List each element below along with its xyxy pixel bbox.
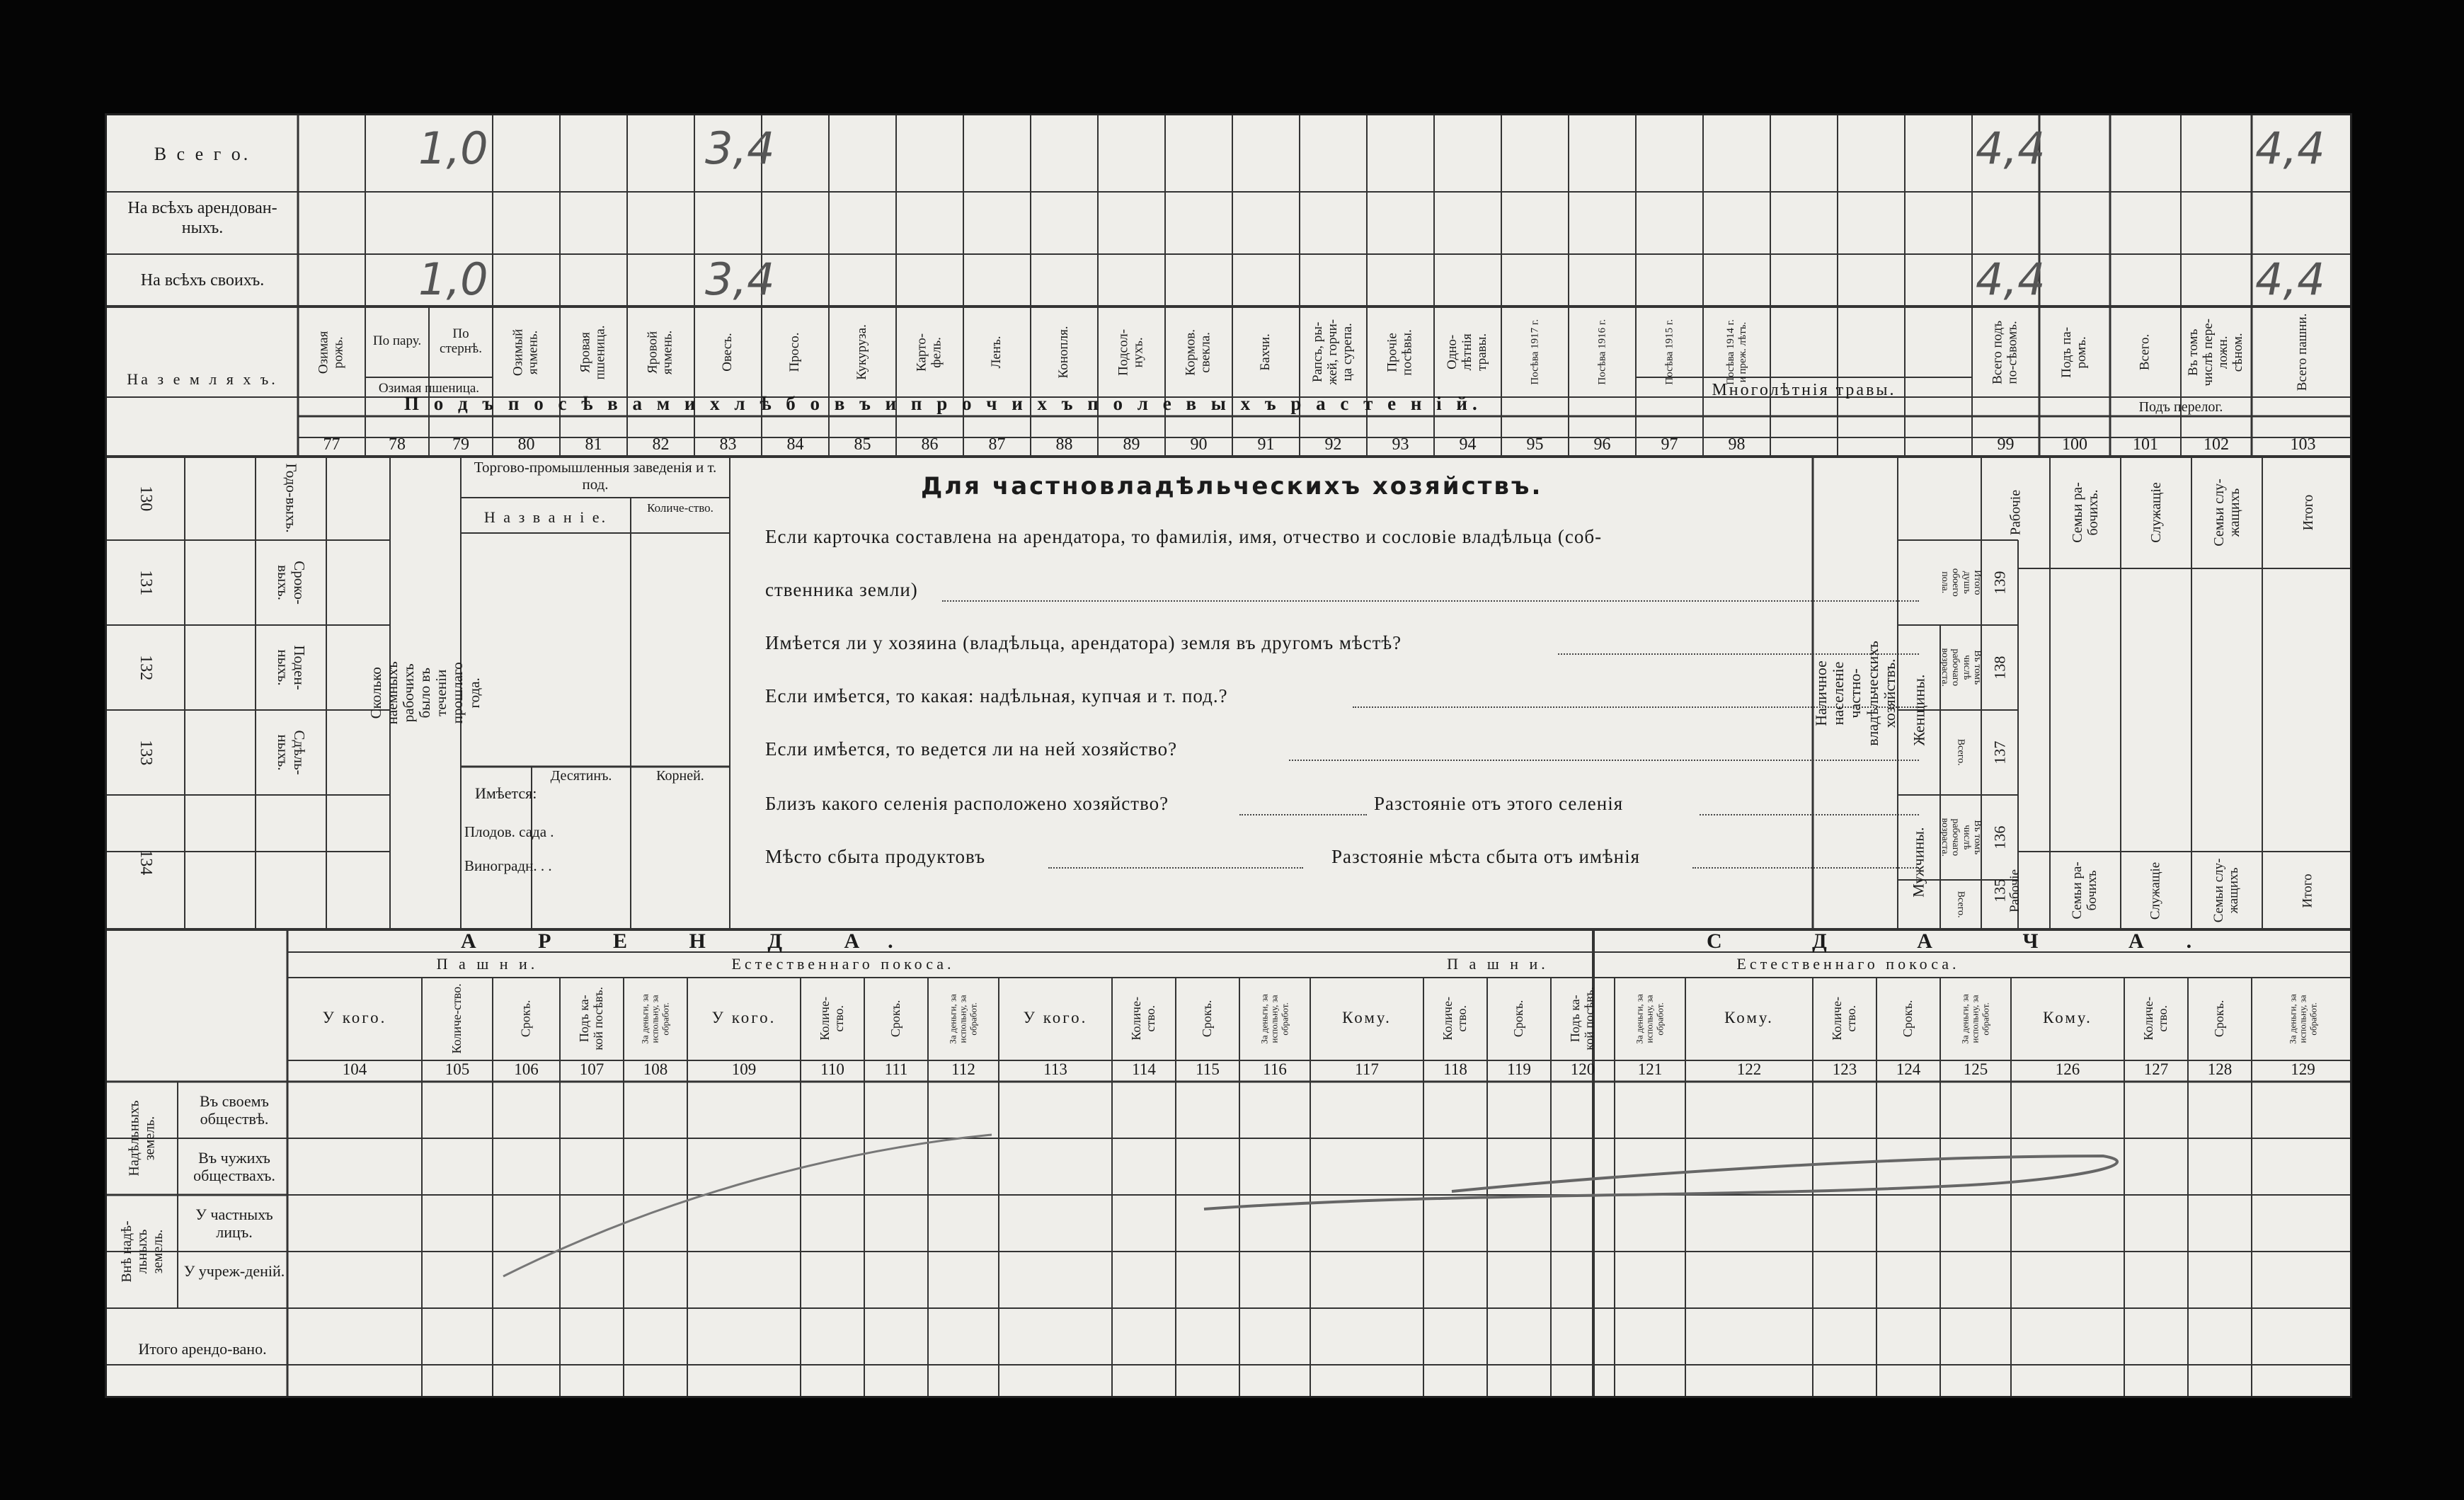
crop-header: Подсол-нухъ. [1116,328,1146,376]
crop-header: Всего подъ по-сѣвомъ. [1990,320,2020,384]
column-number: 77 [323,435,340,454]
question-market-distance: Разстояніе мѣста сбыта отъ имѣнія [1331,846,1641,867]
population-label: Наличное населеніе частно-владѣльческихъ хозяйствъ. [1811,640,1898,746]
handwritten-value: 4,4 [2255,253,2325,305]
population-sub-label: Въ томъ числѣ рабочаго возраста. [1939,818,1983,857]
column-number: 125 [1963,1060,1988,1078]
question-land-type: Если имѣется, то какая: надѣльная, купчая и т. под.? [765,685,1228,706]
column-number: 129 [2291,1060,2315,1078]
column-header: Срокъ. [518,1000,533,1038]
worker-type-label: Годо-выхъ. [282,463,300,534]
column-number: 83 [719,435,737,454]
population-col-number: 137 [1990,740,2008,765]
crop-header: Ленъ. [989,336,1004,369]
column-header: Количе-ство. [449,983,464,1054]
right-col-footer: Служащіе [2148,861,2163,920]
column-number: 114 [1132,1060,1156,1078]
column-header: Кому. [1342,1009,1392,1026]
arenda-banner: А Р Е Н Д А. [461,929,922,953]
answer-line[interactable] [942,600,1919,602]
section-subheader: П а ш н и. [436,955,539,973]
right-col-header: Рабочіе [2007,489,2024,536]
column-number: 96 [1593,435,1611,454]
column-number: 105 [445,1060,470,1078]
crops-banner: П о д ъ п о с ѣ в а м и х л ѣ б о в ъ и п р о ч и х ъ п о л е в ы х ъ р а с т е н і й. [404,393,1482,414]
column-number: 81 [585,435,602,454]
population-sub-label: Всего. [1955,891,1966,918]
row-label-rented: На всѣхъ арендован-ныхъ. [127,199,277,237]
column-number: 103 [2290,435,2316,454]
column-header: Срокъ. [1200,1000,1215,1038]
column-header: Количе-ство. [818,997,846,1041]
column-number: 107 [579,1060,604,1078]
column-header: За деньги, за испольну, за обработ. [1959,993,1991,1044]
fallow-label: Подъ перелог. [2138,399,2223,415]
vineyard-label: Виноградн. . . [464,857,552,874]
worker-type-label: Сдѣль-ныхъ. [275,730,309,775]
hired-workers-label: Сколько наемныхъ рабочихъ было въ теченіи прошлаго года. [367,661,483,725]
crop-header: По стернѣ. [440,326,482,356]
column-header: Срокъ. [1511,1000,1526,1038]
column-number: 126 [2055,1060,2080,1078]
column-header: За деньги, за испольну, за обработ. [1259,993,1290,1044]
right-col-header: Семьи ра-бочихъ. [2070,482,2101,543]
column-header: У кого. [1023,1009,1088,1026]
worker-row-number: 134 [137,849,156,875]
crop-header: Яровая пшеница. [578,325,608,379]
column-number: 110 [820,1060,844,1078]
column-number: 78 [389,435,406,454]
column-number: 101 [2133,435,2158,454]
column-number: 104 [342,1060,367,1078]
column-header: У кого. [711,1009,777,1026]
crop-header: Посѣва 1914 г. и преж. лѣтъ. [1725,319,1748,385]
crop-header: Всего пашни. [2295,313,2310,391]
column-number: 97 [1661,435,1678,454]
column-number: 82 [652,435,670,454]
handwritten-value: 1,0 [418,122,488,174]
right-col-header: Итого [2300,494,2316,531]
column-number: 99 [1997,435,2015,454]
crop-header: Кукуруза. [854,324,870,380]
column-header: Срокъ. [888,1000,903,1038]
column-number: 108 [643,1060,668,1078]
column-number: 116 [1263,1060,1287,1078]
population-sub-label: Въ томъ числѣ рабочаго возраста. [1939,648,1983,687]
trade-title: Торгово-промышленныя заведенія и т. под. [474,459,717,493]
column-number: 93 [1392,435,1409,454]
column-number: 118 [1443,1060,1467,1078]
crop-header: Посѣва 1915 г. [1663,319,1675,385]
crop-header: Прочіе посѣвы. [1385,328,1415,376]
column-number: 102 [2204,435,2229,454]
column-number: 94 [1459,435,1477,454]
row-total-rented: Итого арендо-вано. [138,1340,267,1358]
crop-header: Всего. [2137,333,2153,371]
right-col-footer: Рабочіе [2007,869,2023,912]
column-header: Количе-ство. [2141,997,2170,1041]
has-label: Имѣется: [475,784,537,802]
row-label-own: На всѣхъ своихъ. [140,271,265,290]
crop-header: Посѣва 1917 г. [1529,319,1541,385]
column-number: 119 [1507,1060,1531,1078]
worker-row-number: 131 [137,569,156,595]
column-header: Подъ ка-кой посѣвъ. [577,987,605,1050]
row-label-total: В с е г о. [154,144,251,164]
perennial-grasses-label: Многолѣтнія травы. [1712,381,1896,399]
column-number: 112 [951,1060,975,1078]
section-subheader: Естественнаго покоса. [1736,955,1960,973]
row-label-lands: На з е м л я х ъ. [127,370,278,388]
question-village: Близъ какого селенія расположено хозяйство? [765,793,1169,814]
column-header: За деньги, за испольну, за обработ. [947,993,979,1044]
column-number: 92 [1324,435,1342,454]
column-number: 100 [2062,435,2087,454]
column-number: 80 [517,435,535,454]
crop-header: По пару. [372,333,422,349]
question-farming: Если имѣется, то ведется ли на ней хозяйство? [765,738,1178,760]
question-other-land: Имѣется ли у хозяина (владѣльца, арендатора) земля въ другомъ мѣстѣ? [765,632,1402,653]
column-number: 84 [786,435,804,454]
column-number: 120 [1570,1060,1595,1078]
column-number: 115 [1196,1060,1220,1078]
column-number: 88 [1055,435,1073,454]
row-private-persons: У частныхъ лицъ. [195,1206,273,1242]
population-col-number: 139 [1990,571,2008,595]
crop-header: Яровой ячмень. [645,330,675,374]
column-number: 111 [884,1060,908,1078]
sex-label: Женщины. [1909,674,1927,746]
column-number: 98 [1728,435,1746,454]
crop-header: Посѣва 1916 г. [1596,319,1608,385]
worker-row-number: 132 [137,654,156,680]
column-number: 113 [1043,1060,1067,1078]
handwritten-value: 3,4 [705,122,775,174]
crop-header: Конопля. [1056,326,1072,379]
column-header: Количе-ство. [1830,997,1858,1041]
section-subheader: Естественнаго покоса. [731,955,955,973]
census-card [105,113,2352,1398]
column-number: 85 [854,435,871,454]
crop-header: Одно-лѣтнія травы. [1445,333,1489,371]
column-header: За деньги, за испольну, за обработ. [1634,993,1666,1044]
orchard-label: Плодов. сада . [464,823,554,840]
column-header: За деньги, за испольну, за обработ. [2287,993,2318,1044]
population-sub-label: Итого душъ обоего пола. [1939,568,1983,597]
crop-header: Просо. [787,332,803,372]
row-other-societies: Въ чужихъ обществахъ. [193,1149,275,1185]
private-farms-title: Для частновладѣльческихъ хозяйствъ. [921,472,1543,500]
column-number: 109 [731,1060,757,1078]
population-col-number: 136 [1990,825,2008,849]
korney-header: Корней. [656,768,704,784]
column-header: Количе-ство. [1440,997,1469,1041]
right-col-footer: Семьи ра-бочихъ [2070,861,2099,920]
worker-type-label: Сроко-выхъ. [275,561,309,605]
column-header: За деньги, за испольну, за обработ. [639,993,671,1044]
column-number: 87 [988,435,1006,454]
column-number: 91 [1257,435,1275,454]
worker-row-number: 130 [137,485,156,511]
right-col-footer: Семьи слу-жащихъ [2211,858,2241,923]
column-number: 106 [514,1060,539,1078]
worker-type-label: Поден-ныхъ. [275,645,309,690]
column-number: 79 [452,435,469,454]
handwritten-value: 3,4 [705,253,775,305]
row-institutions: У учреж-деній. [183,1262,285,1280]
crop-header: Карто-фель. [914,333,944,372]
section-subheader: П а ш н и. [1447,955,1549,973]
handwritten-value: 1,0 [418,253,488,305]
column-header: Количе-ство. [1129,997,1157,1041]
column-header: У кого. [322,1009,387,1026]
sex-label: Мужчины. [1909,827,1927,898]
population-col-number: 138 [1990,655,2008,680]
column-header: Срокъ. [1901,1000,1915,1038]
worker-row-number: 133 [137,739,156,765]
allotment-group-label: Надѣльныхъ земель. [127,1100,158,1176]
column-number: 124 [1896,1060,1921,1078]
question-owner-cont: ственника земли) [765,579,918,600]
crop-header: Овесъ. [720,333,735,372]
desyatin-header: Десятинъ. [550,768,612,784]
column-number: 117 [1355,1060,1379,1078]
column-number: 122 [1736,1060,1762,1078]
column-header: Кому. [1724,1009,1774,1026]
column-header: Подъ ка-кой посѣвъ. [1568,987,1596,1050]
column-header: Кому. [2043,1009,2092,1026]
column-header: Срокъ. [2212,1000,2227,1038]
answer-line[interactable] [1048,867,1303,869]
handwritten-value: 4,4 [2255,122,2325,174]
crop-header: Кормов. свекла. [1183,328,1213,376]
winter-wheat-label: Озимая пшеница. [378,381,480,396]
column-number: 123 [1832,1060,1857,1078]
column-number: 128 [2207,1060,2233,1078]
question-village-distance: Разстояніе отъ этого селенія [1374,793,1624,814]
column-number: 89 [1123,435,1140,454]
row-own-society: Въ своемъ обществѣ. [200,1092,269,1128]
trade-name-header: Н а з в а н і е. [483,508,608,526]
question-market: Мѣсто сбыта продуктовъ [765,846,986,867]
question-owner: Если карточка составлена на арендатора, то фамилія, имя, отчество и сословіе владѣльца (соб- [765,526,1603,547]
population-sub-label: Всего. [1955,739,1966,766]
non-allotment-group-label: Внѣ надѣ-льныхъ земель. [119,1220,166,1283]
handwritten-value: 4,4 [1976,122,2046,174]
crop-header: Подъ па-ромъ. [2059,326,2089,378]
right-col-header: Семьи слу-жащихъ [2211,479,2242,546]
crop-header: Въ томъ числѣ пере-ложн. сѣном. [2186,318,2245,387]
column-number: 86 [921,435,939,454]
right-col-header: Служащіе [2148,482,2164,543]
population-col-number: 135 [1990,878,2008,903]
handwritten-value: 4,4 [1976,253,2046,305]
right-col-footer: Итого [2300,873,2315,908]
column-number: 95 [1526,435,1544,454]
column-number: 121 [1637,1060,1663,1078]
sdacha-banner: С Д А Ч А. [1707,929,2235,953]
crop-header: Бахчи. [1258,333,1273,371]
trade-qty-header: Количе-ство. [647,501,714,515]
column-number: 90 [1190,435,1208,454]
answer-line[interactable] [1239,814,1367,815]
crop-header: Рапсъ, ры-жей, горчи-ца сурепа. [1310,319,1355,385]
crop-header: Озимый ячмень. [510,328,541,376]
column-number: 127 [2143,1060,2169,1078]
crop-header: Озимая рожь. [316,331,346,374]
